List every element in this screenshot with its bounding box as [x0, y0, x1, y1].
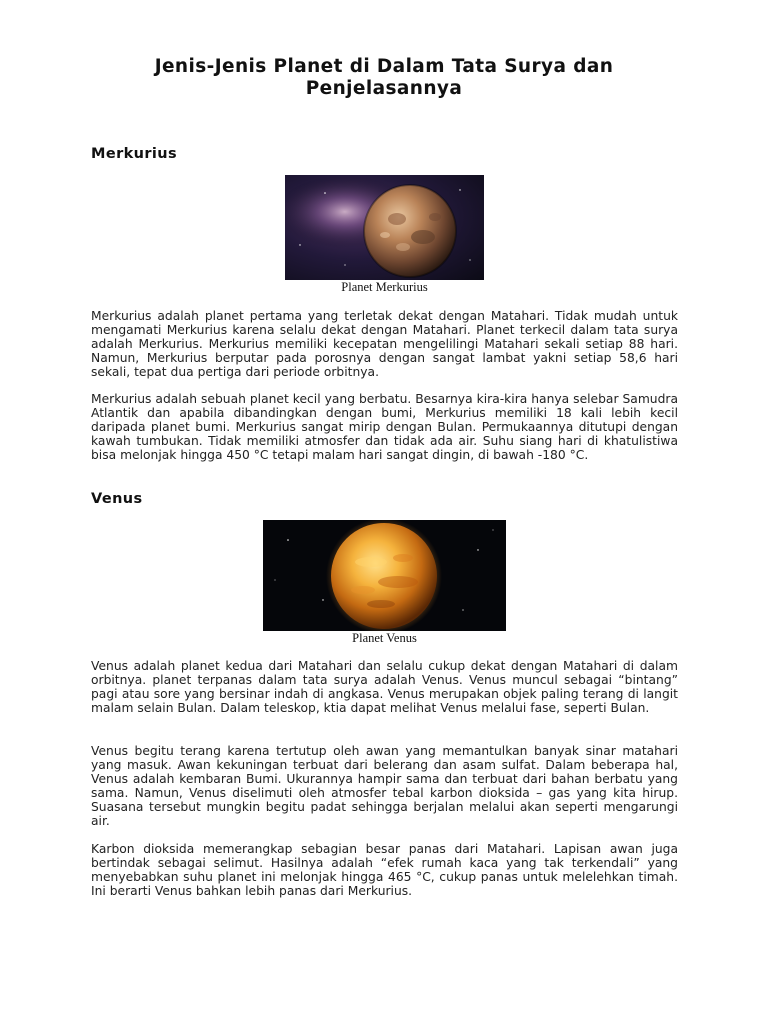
figure-caption: Planet Venus — [352, 631, 417, 645]
paragraph-merkurius-1: Merkurius adalah planet pertama yang terletak dekat dengan Matahari. Tidak mudah untuk mengamati Merkurius karena selalu dekat dengan Matahari. Planet terkecil dalam tata surya adalah Merkurius. Merkurius memiliki kecepatan mengelilingi Matahari sekali setiap 88 hari. Namun, Merkurius berputar pada porosnya dengan sangat lambat yakni setiap 58,6 hari sekali, tepat dua pertiga dari periode orbitnya. — [91, 309, 678, 379]
mercury-planet-image — [285, 175, 484, 280]
paragraph-venus-2: Venus begitu terang karena tertutup oleh awan yang memantulkan banyak sinar matahari yang masuk. Awan kekuningan terbuat dari belerang dan asam sulfat. Dalam beberapa hal, Venus adalah kembaran Bumi. Ukurannya hampir sama dan terbuat dari bahan berbatu yang sama. Namun, Venus diselimuti oleh atmosfer tebal karbon dioksida – gas yang kita hirup. Suasana tersebut mungkin begitu padat sehingga berjalan melalui akan seperti mengarungi air. — [91, 744, 678, 828]
page-title: Jenis-Jenis Planet di Dalam Tata Surya dan Penjelasannya — [154, 56, 614, 99]
venus-planet-image — [263, 520, 506, 631]
paragraph-merkurius-2: Merkurius adalah sebuah planet kecil yang berbatu. Besarnya kira-kira hanya selebar Samudra Atlantik dan apabila dibandingkan dengan bumi, Merkurius memiliki 18 kali lebih kecil daripada planet bumi. Merkurius sangat mirip dengan Bulan. Permukaannya ditutupi dengan kawah tumbukan. Tidak memiliki atmosfer dan tidak ada air. Suhu siang hari di khatulistiwa bisa melonjak hingga 450 °C tetapi malam hari sangat dingin, di bawah -180 °C. — [91, 392, 678, 462]
section-heading-venus: Venus — [91, 491, 143, 507]
paragraph-venus-1: Venus adalah planet kedua dari Matahari dan selalu cukup dekat dengan Matahari di dalam orbitnya. planet terpanas dalam tata surya adalah Venus. Venus muncul sebagai “bintang” pagi atau sore yang bersinar indah di angkasa. Venus merupakan objek paling terang di langit malam selain Bulan. Dalam teleskop, ktia dapat melihat Venus melalui fase, seperti Bulan. — [91, 659, 678, 715]
figure-merkurius — [285, 175, 484, 296]
figure-venus — [263, 520, 506, 647]
section-heading-merkurius: Merkurius — [91, 146, 178, 162]
paragraph-venus-3: Karbon dioksida memerangkap sebagian besar panas dari Matahari. Lapisan awan juga bertindak sebagai selimut. Hasilnya adalah “efek rumah kaca yang tak terkendali” yang menyebabkan suhu planet ini melonjak hingga 465 °C, cukup panas untuk melelehkan timah. Ini berarti Venus bahkan lebih panas dari Merkurius. — [91, 842, 678, 898]
figure-caption: Planet Merkurius — [341, 280, 428, 294]
